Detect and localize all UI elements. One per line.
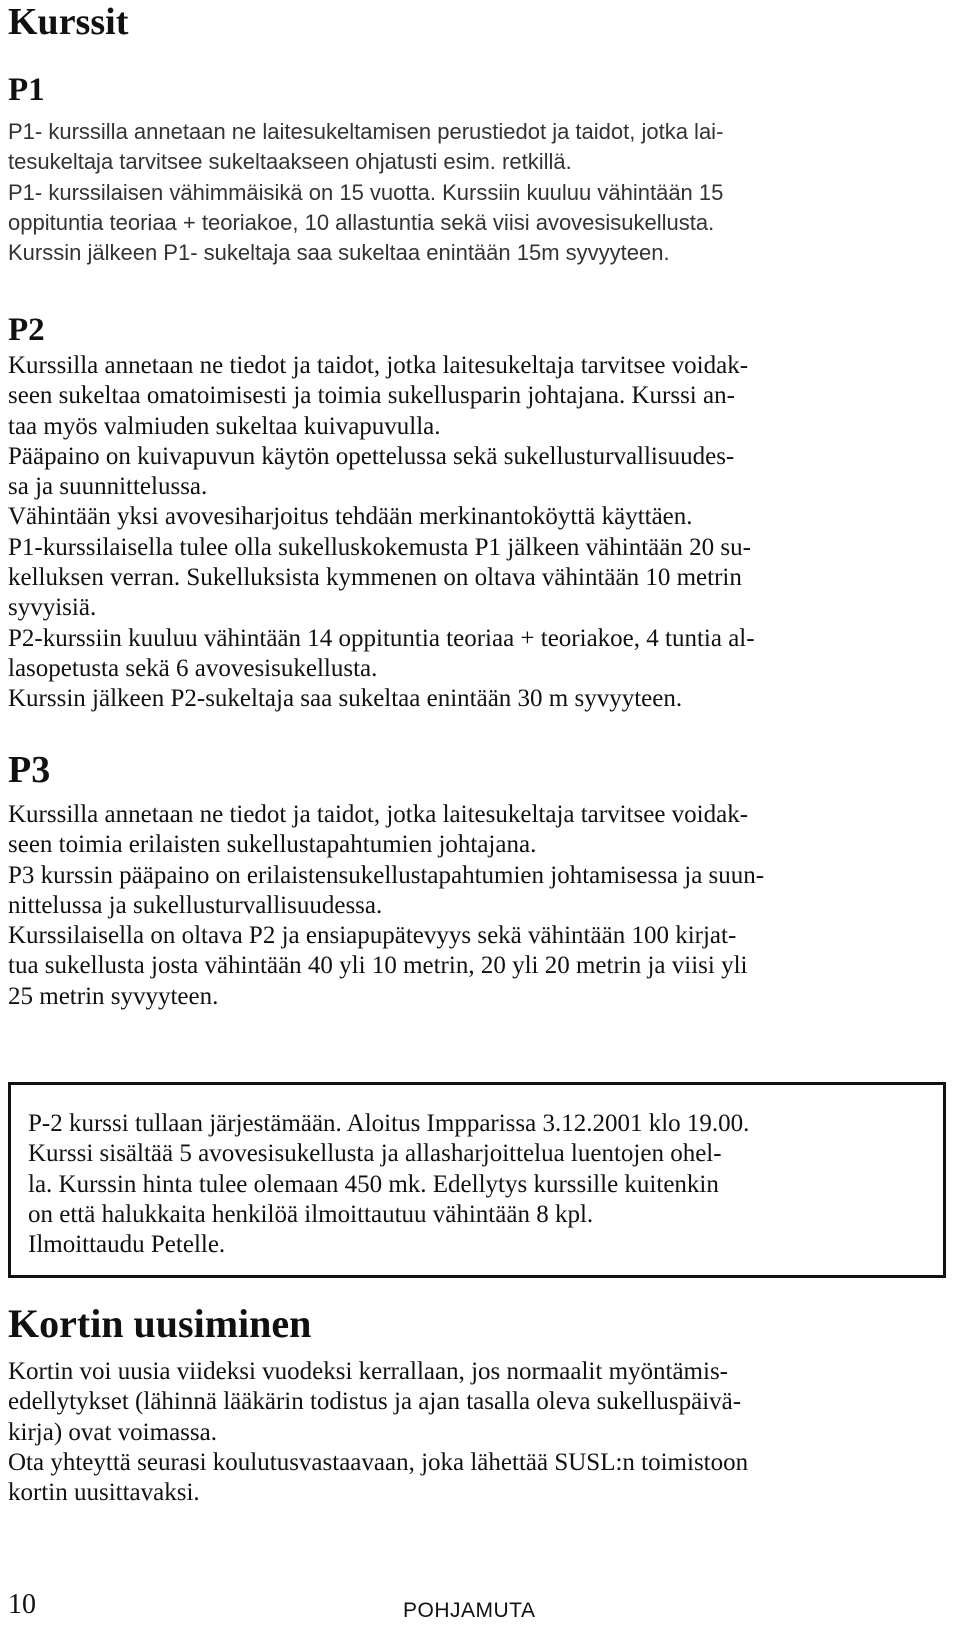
text-line: kelluksen verran. Sukelluksista kymmenen on oltava vähintään 10 metrin: [8, 564, 742, 592]
text-line: Kurssilla annetaan ne tiedot ja taidot, jotka laitesukeltaja tarvitsee voidak-: [8, 352, 749, 379]
text-line: Kurssi sisältää 5 avovesisukellusta ja allasharjoittelua luentojen ohel-: [28, 1140, 722, 1168]
text-line: P1-kurssilaisella tulee olla sukelluskokemusta P1 jälkeen vähintään 20 su-: [8, 533, 751, 561]
page-number: 10: [8, 1589, 36, 1620]
page-title: Kurssit: [8, 1, 129, 43]
text-line: lasopetusta sekä 6 avovesisukellusta.: [8, 654, 378, 682]
text-line: Kurssin jälkeen P2-sukeltaja saa sukeltaa enintään 30 m syvyyteen.: [8, 685, 683, 713]
text-line: 25 metrin syvyyteen.: [8, 982, 219, 1010]
text-line: seen sukeltaa omatoimisesti ja toimia sukellusparin johtajana. Kurssi an-: [8, 382, 735, 410]
section-p1-text: [8, 117, 723, 268]
text-line: Vähintään yksi avovesiharjoitus tehdään merkinantoköyttä käyttäen.: [8, 503, 693, 531]
text-line: P-2 kurssi tullaan järjestämään. Aloitus Impparissa 3.12.2001 klo 19.00.: [28, 1110, 750, 1137]
text-line: taa myös valmiuden sukeltaa kuivapuvulla.: [8, 412, 441, 440]
text-line: tesukeltaja tarvitsee sukeltaakseen ohjatusti esim. retkillä.: [8, 149, 572, 175]
text-line: P1- kurssilaisen vähimmäisikä on 15 vuotta. Kurssiin kuuluu vähintään 15: [8, 179, 724, 205]
document-page: [8, 0, 952, 1622]
text-line: Ilmoittaudu Petelle.: [28, 1231, 226, 1259]
text-line: sa ja suunnittelussa.: [8, 473, 208, 501]
course-notice-box: [8, 1082, 946, 1278]
text-line: kirja) ovat voimassa.: [8, 1418, 217, 1446]
text-line: kortin uusittavaksi.: [8, 1479, 200, 1507]
text-line: syvyisiä.: [8, 594, 97, 622]
section-p3: [8, 750, 50, 790]
text-line: Ota yhteyttä seurasi koulutusvastaavaan, joka lähettää SUSL:n toimistoon: [8, 1448, 749, 1476]
section-p3-text: [8, 800, 764, 1012]
section-heading-p3: P3: [8, 749, 51, 791]
text-line: on että halukkaita henkilöä ilmoittautuu vähintään 8 kpl.: [28, 1200, 594, 1228]
section-p2-text: [8, 351, 755, 715]
section-heading-renewal: Kortin uusiminen: [8, 1301, 312, 1346]
section-p2: [8, 310, 45, 350]
text-line: Kurssin jälkeen P1- sukeltaja saa sukeltaa enintään 15m syvyyteen.: [8, 240, 670, 266]
text-line: nittelussa ja sukellusturvallisuudessa.: [8, 891, 383, 919]
publication-name: POHJAMUTA: [403, 1599, 536, 1622]
section-renewal: [8, 1302, 311, 1346]
text-line: Kurssilla annetaan ne tiedot ja taidot, jotka laitesukeltaja tarvitsee voidak-: [8, 801, 749, 828]
text-line: P2-kurssiin kuuluu vähintään 14 oppituntia teoriaa + teoriakoe, 4 tuntia al-: [8, 624, 755, 652]
text-line: oppituntia teoriaa + teoriakoe, 10 allastuntia sekä viisi avovesisukellusta.: [8, 209, 715, 235]
text-line: Kurssilaisella on oltava P2 ja ensiapupätevyys sekä vähintään 100 kirjat-: [8, 922, 737, 950]
text-line: P3 kurssin pääpaino on erilaistensukellustapahtumien johtamisessa ja suun-: [8, 861, 765, 889]
text-line: Kortin voi uusia viideksi vuodeksi kerrallaan, jos normaalit myöntämis-: [8, 1358, 729, 1385]
section-heading-p1: P1: [8, 72, 45, 108]
text-line: seen toimia erilaisten sukellustapahtumien johtajana.: [8, 831, 537, 859]
section-p1: [8, 70, 45, 110]
text-line: tua sukellusta josta vähintään 40 yli 10 metrin, 20 yli 20 metrin ja viisi yli: [8, 952, 748, 980]
section-renewal-text: [8, 1357, 748, 1508]
section-heading-p2: P2: [8, 312, 45, 348]
text-line: Pääpaino on kuivapuvun käytön opettelussa sekä sukellusturvallisuudes-: [8, 442, 735, 470]
course-notice-text: [28, 1109, 749, 1260]
text-line: edellytykset (lähinnä lääkärin todistus ja ajan tasalla oleva sukelluspäivä-: [8, 1388, 742, 1416]
text-line: la. Kurssin hinta tulee olemaan 450 mk. Edellytys kurssille kuitenkin: [28, 1170, 719, 1198]
text-line: P1- kurssilla annetaan ne laitesukeltamisen perustiedot ja taidot, jotka lai-: [8, 119, 724, 144]
